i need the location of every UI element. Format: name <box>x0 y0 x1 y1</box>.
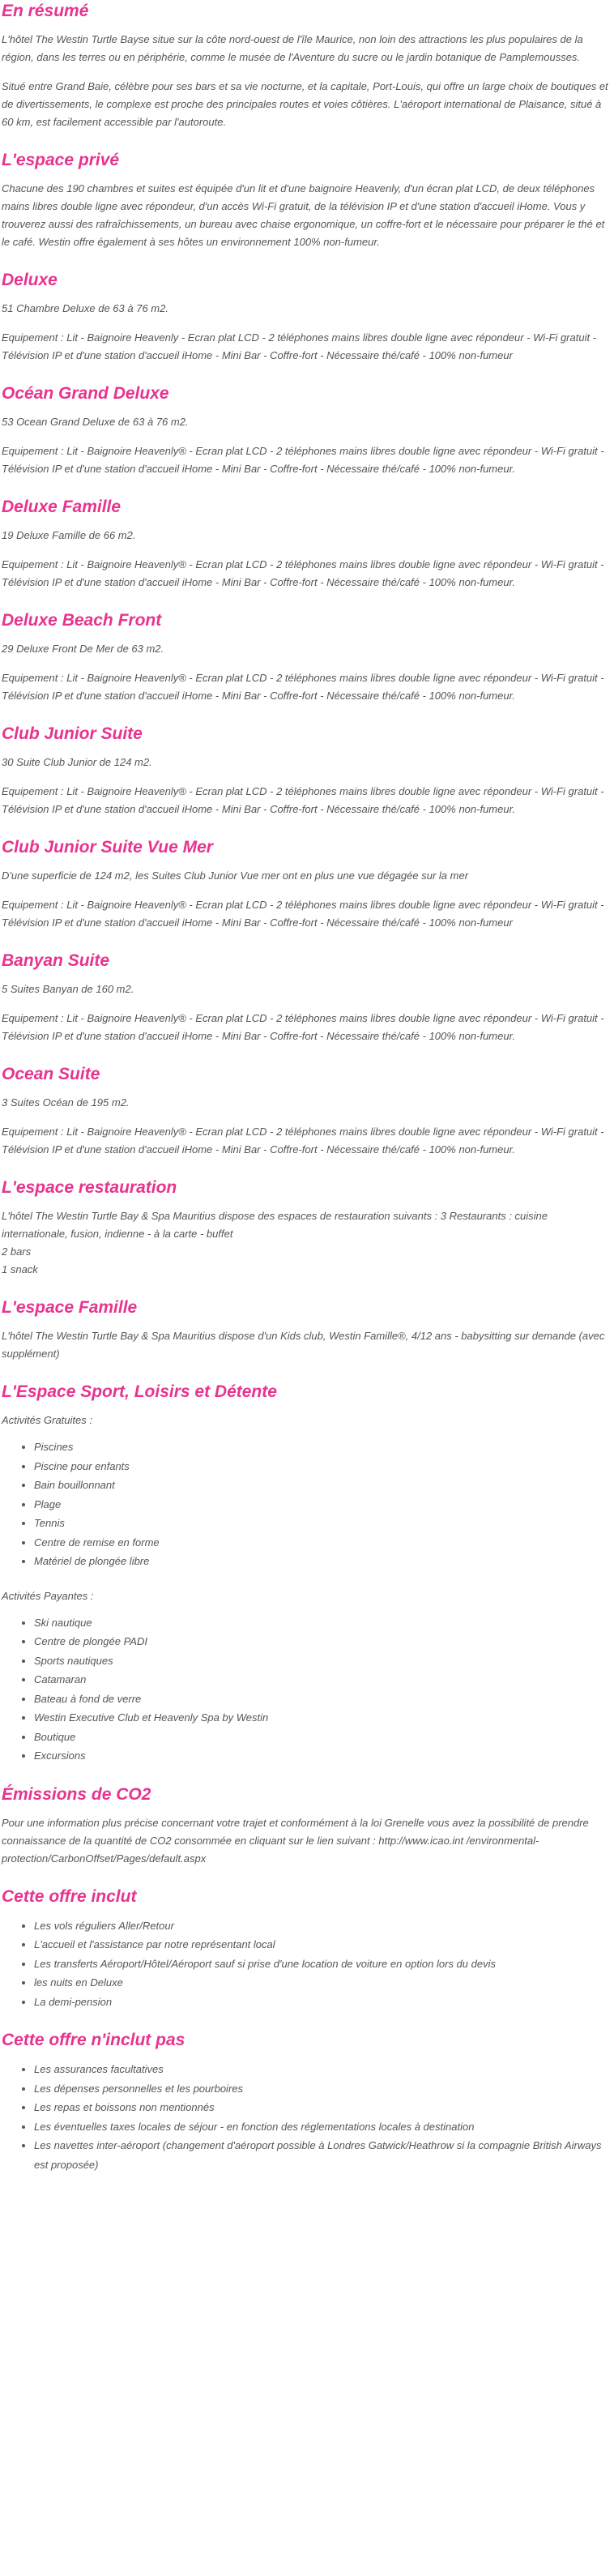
room-size: 19 Deluxe Famille de 66 m2. <box>2 529 136 541</box>
section-title: En résumé <box>2 2 89 20</box>
famille-text: L'hôtel The Westin Turtle Bay & Spa Mauritius dispose d'un Kids club, Westin Famille®, 4/12 ans - babysitting sur demande (avec supplément) <box>2 1330 605 1360</box>
section-paragraph: Chacune des 190 chambres et suites est équipée d'un lit et d'une baignoire Heavenly, d'un écran plat LCD, de deux téléphones mains libres double ligne avec répondeur, d'un accès Wi-Fi gratuit, de la télévision IP et d'une station d'accueil iHome. Vous y trouverez aussi des rafraîchissements, un bureau avec chaise ergonomique, un coffre-fort et le nécessaire pour préparer le thé et le café. Westin offre également à ses hôtes un environnement 100% non-fumeur. <box>2 182 605 248</box>
room-ocean-grand-deluxe <box>2 382 611 478</box>
room-size: D'une superficie de 124 m2, les Suites Club Junior Vue mer ont en plus une vue dégagée sur la mer <box>2 869 469 882</box>
list-item: • Ski nautique <box>34 1613 611 1633</box>
section-title: Cette offre n'inclut pas <box>2 2031 185 2049</box>
section-offer-includes <box>2 1886 611 2012</box>
room-club-junior-suite <box>2 723 611 818</box>
section-title: Émissions de CO2 <box>2 1784 151 1804</box>
section-co2 <box>2 1784 611 1868</box>
room-equipment: Equipement : Lit - Baignoire Heavenly® - Ecran plat LCD - 2 téléphones mains libres double ligne avec répondeur - Wi-Fi gratuit - Télévision IP et d'une station d'accueil iHome - Mini Bar - Coffre-fort - Nécessaire thé/café - 100% non-fumeur. <box>2 672 604 702</box>
section-title: L'espace Famille <box>2 1298 138 1317</box>
room-title: Deluxe Famille <box>2 498 122 516</box>
room-equipment: Equipement : Lit - Baignoire Heavenly® - Ecran plat LCD - 2 téléphones mains libres double ligne avec répondeur - Wi-Fi gratuit - Télévision IP et d'une station d'accueil iHome - Mini Bar - Coffre-fort - Nécessaire thé/café - 100% non-fumeur. <box>2 1126 604 1156</box>
room-title: Ocean Suite <box>2 1065 100 1083</box>
room-title: Club Junior Suite <box>2 724 143 743</box>
room-title: Club Junior Suite Vue Mer <box>2 838 213 857</box>
section-title: Cette offre inclut <box>2 1886 137 1906</box>
room-title: Deluxe <box>2 271 58 289</box>
section-offer-excludes <box>2 2029 611 2174</box>
free-activities-label: Activités Gratuites : <box>2 1414 92 1426</box>
section-famille <box>2 1297 611 1363</box>
list-item: • Les navettes inter-aéroport (changement d'aéroport possible à Londres Gatwick/Heathrow si la compagnie British Airways est proposée) <box>34 2136 611 2174</box>
list-item: • Piscines <box>34 1438 611 1457</box>
list-item: • Les assurances facultatives <box>34 2060 611 2079</box>
room-title: Banyan Suite <box>2 951 110 970</box>
room-deluxe <box>2 269 611 365</box>
restauration-line: 2 bars <box>2 1245 32 1258</box>
restauration-text <box>2 1207 611 1279</box>
list-item: • Bain bouillonnant <box>34 1476 611 1495</box>
co2-text: Pour une information plus précise concernant votre trajet et conformément à la loi Grenelle vous avez la possibilité de prendre connaissance de la quantité de CO2 consommée en cliquant sur le lien suivant : http://www.icao.int /environmental-protection/CarbonOffset/Pages/default.aspx <box>2 1816 589 1865</box>
room-club-junior-suite-vue-mer <box>2 836 611 932</box>
section-title: L'espace privé <box>2 151 120 169</box>
list-item: • Matériel de plongée libre <box>34 1552 611 1571</box>
list-item: • La demi-pension <box>34 1993 611 2012</box>
room-equipment: Equipement : Lit - Baignoire Heavenly® - Ecran plat LCD - 2 téléphones mains libres double ligne avec répondeur - Wi-Fi gratuit - Télévision IP et d'une station d'accueil iHome - Mini Bar - Coffre-fort - Nécessaire thé/café - 100% non-fumeur. <box>2 1012 604 1042</box>
list-item: • Sports nautiques <box>34 1651 611 1671</box>
list-item: • Les dépenses personnelles et les pourboires <box>34 2079 611 2099</box>
list-item: • les nuits en Deluxe <box>34 1973 611 1993</box>
section-en-resume <box>2 0 611 131</box>
list-item: • Les repas et boissons non mentionnés <box>34 2098 611 2117</box>
list-item: • Tennis <box>34 1514 611 1533</box>
section-paragraph: Situé entre Grand Baie, célèbre pour ses bars et sa vie nocturne, et la capitale, Port-Louis, qui offre un large choix de boutiques et de divertissements, le complexe est proche des principales routes et voies côtières. L'aéroport international de Plaisance, situé à 60 km, est facilement accessible par l'autoroute. <box>2 80 608 128</box>
list-item: • L'accueil et l'assistance par notre représentant local <box>34 1935 611 1954</box>
section-espace-prive <box>2 149 611 251</box>
list-item: • Plage <box>34 1495 611 1514</box>
list-item: • Piscine pour enfants <box>34 1457 611 1476</box>
room-deluxe-beach-front <box>2 609 611 705</box>
restauration-line: L'hôtel The Westin Turtle Bay & Spa Mauritius dispose des espaces de restauration suivants : 3 Restaurants : cuisine internationale, fusion, indienne - à la carte - buffet <box>2 1210 548 1240</box>
room-size: 3 Suites Océan de 195 m2. <box>2 1096 130 1109</box>
room-ocean-suite <box>2 1063 611 1159</box>
room-equipment: Equipement : Lit - Baignoire Heavenly - Ecran plat LCD - 2 téléphones mains libres double ligne avec répondeur - Wi-Fi gratuit - Télévision IP et d'une station d'accueil iHome - Mini Bar - Coffre-fort - Nécessaire thé/café - 100% non-fumeur <box>2 331 597 361</box>
room-size: 29 Deluxe Front De Mer de 63 m2. <box>2 643 164 655</box>
list-item: • Centre de plongée PADI <box>34 1632 611 1651</box>
included-list <box>2 1916 611 2012</box>
restauration-line: 1 snack <box>2 1263 38 1275</box>
section-paragraph: L'hôtel The Westin Turtle Bayse situe sur la côte nord-ouest de l'île Maurice, non loin des attractions les plus populaires de la région, dans les terres ou en périphérie, comme le musée de l'Aventure du sucre ou le jardin botanique de Pamplemousses. <box>2 33 583 63</box>
room-title: Deluxe Beach Front <box>2 611 162 630</box>
list-item: • Catamaran <box>34 1670 611 1690</box>
room-size: 51 Chambre Deluxe de 63 à 76 m2. <box>2 302 168 314</box>
room-equipment: Equipement : Lit - Baignoire Heavenly® - Ecran plat LCD - 2 téléphones mains libres double ligne avec répondeur - Wi-Fi gratuit - Télévision IP et d'une station d'accueil iHome - Mini Bar - Coffre-fort - Nécessaire thé/café - 100% non-fumeur. <box>2 445 604 475</box>
room-equipment: Equipement : Lit - Baignoire Heavenly® - Ecran plat LCD - 2 téléphones mains libres double ligne avec répondeur - Wi-Fi gratuit - Télévision IP et d'une station d'accueil iHome - Mini Bar - Coffre-fort - Nécessaire thé/café - 100% non-fumeur. <box>2 558 604 588</box>
free-activities-list <box>2 1438 611 1571</box>
section-restauration <box>2 1177 611 1279</box>
list-item: • Les éventuelles taxes locales de séjour - en fonction des réglementations locales à destination <box>34 2117 611 2137</box>
list-item: • Westin Executive Club et Heavenly Spa by Westin <box>34 1708 611 1728</box>
excluded-list <box>2 2060 611 2174</box>
list-item: • Les transferts Aéroport/Hôtel/Aéroport sauf si prise d'une location de voiture en option lors du devis <box>34 1954 611 1974</box>
room-banyan-suite <box>2 950 611 1045</box>
room-deluxe-famille <box>2 496 611 592</box>
room-size: 5 Suites Banyan de 160 m2. <box>2 983 134 995</box>
list-item: • Bateau à fond de verre <box>34 1690 611 1709</box>
room-title: Océan Grand Deluxe <box>2 384 169 403</box>
list-item: • Excursions <box>34 1746 611 1766</box>
section-title: L'espace restauration <box>2 1178 177 1197</box>
room-equipment: Equipement : Lit - Baignoire Heavenly® - Ecran plat LCD - 2 téléphones mains libres double ligne avec répondeur - Wi-Fi gratuit - Télévision IP et d'une station d'accueil iHome - Mini Bar - Coffre-fort - Nécessaire thé/café - 100% non-fumeur <box>2 899 604 929</box>
section-sport-loisirs <box>2 1381 611 1766</box>
list-item: • Centre de remise en forme <box>34 1533 611 1553</box>
room-size: 30 Suite Club Junior de 124 m2. <box>2 756 152 768</box>
list-item: • Les vols réguliers Aller/Retour <box>34 1916 611 1936</box>
room-size: 53 Ocean Grand Deluxe de 63 à 76 m2. <box>2 416 189 428</box>
list-item: • Boutique <box>34 1728 611 1747</box>
paid-activities-list <box>2 1613 611 1766</box>
paid-activities-label: Activités Payantes : <box>2 1589 94 1602</box>
room-equipment: Equipement : Lit - Baignoire Heavenly® - Ecran plat LCD - 2 téléphones mains libres double ligne avec répondeur - Wi-Fi gratuit - Télévision IP et d'une station d'accueil iHome - Mini Bar - Coffre-fort - Nécessaire thé/café - 100% non-fumeur. <box>2 785 604 815</box>
section-title: L'Espace Sport, Loisirs et Détente <box>2 1382 277 1401</box>
